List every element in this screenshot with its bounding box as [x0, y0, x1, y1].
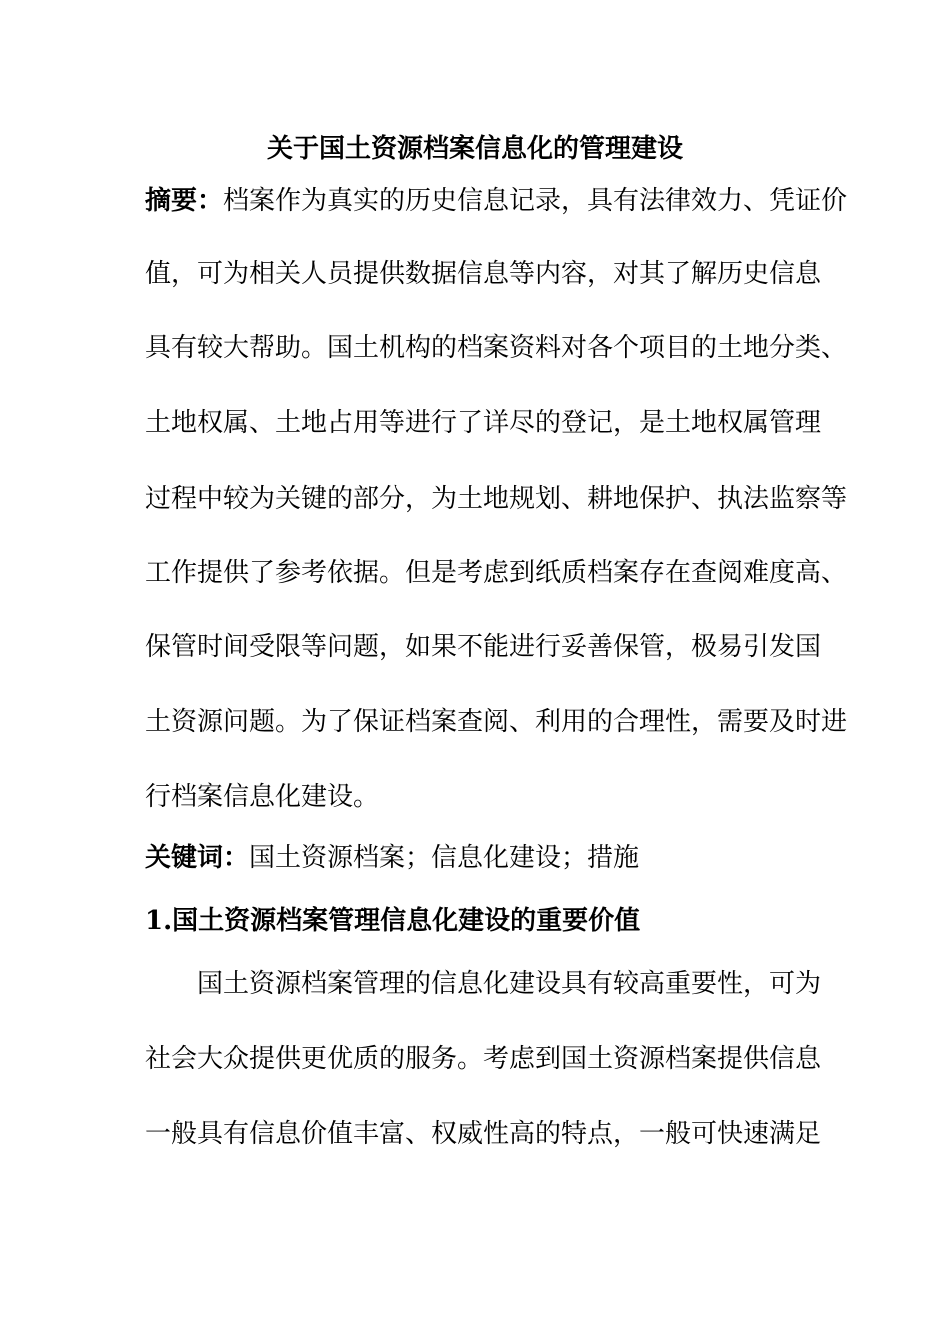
document-title: 关于国土资源档案信息化的管理建设: [266, 134, 683, 164]
keywords-label: 关键词：: [145, 843, 250, 873]
body-line: 国土资源档案管理的信息化建设具有较高重要性，可为: [197, 969, 822, 999]
abstract-label: 摘要：: [145, 186, 224, 216]
abstract-line: 行档案信息化建设。: [145, 782, 380, 812]
abstract-line: 过程中较为关键的部分，为土地规划、耕地保护、执法监察等: [145, 484, 848, 514]
abstract-line: 保管时间受限等问题，如果不能进行妥善保管，极易引发国: [145, 632, 822, 662]
abstract-line: 工作提供了参考依据。但是考虑到纸质档案存在查阅难度高、: [145, 558, 848, 588]
body-line: 社会大众提供更优质的服务。考虑到国土资源档案提供信息: [145, 1044, 822, 1074]
section-heading: 1.国土资源档案管理信息化建设的重要价值: [145, 906, 641, 936]
abstract-line: 具有较大帮助。国土机构的档案资料对各个项目的土地分类、: [145, 333, 848, 363]
abstract-line: 土地权属、土地占用等进行了详尽的登记，是土地权属管理: [145, 408, 822, 438]
abstract-line: [145, 183, 847, 219]
abstract-line: 土资源问题。为了保证档案查阅、利用的合理性，需要及时进: [145, 707, 848, 737]
keywords-text: 国土资源档案；信息化建设；措施: [249, 843, 640, 873]
abstract-text: 档案作为真实的历史信息记录，具有法律效力、凭证价: [223, 186, 848, 216]
abstract-line: 值，可为相关人员提供数据信息等内容，对其了解历史信息: [145, 259, 822, 289]
body-line: 一般具有信息价值丰富、权威性高的特点，一般可快速满足: [145, 1119, 822, 1149]
keywords-line: [145, 840, 639, 876]
